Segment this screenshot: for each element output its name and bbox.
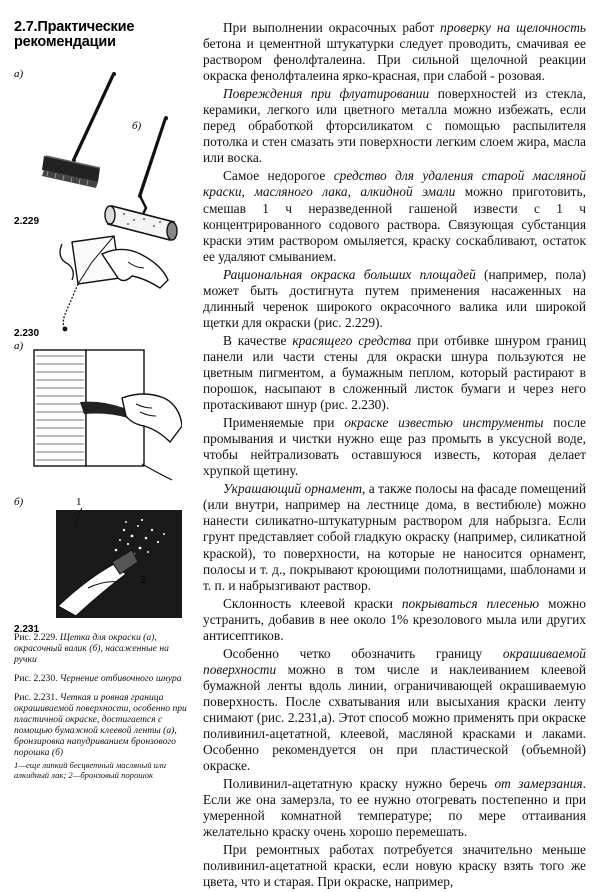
paint-roller-illustration xyxy=(94,116,186,244)
caption-229 xyxy=(14,632,194,665)
fig-229-label-a: а) xyxy=(14,68,24,80)
fig-229-label-b: б) xyxy=(132,120,142,132)
bronze-dusting-illustration xyxy=(28,508,184,620)
p9-emphasis: окрашиваемой поверхности xyxy=(203,645,586,677)
caption-229-number: Рис. 2.229. xyxy=(14,632,58,643)
p9-text: Особенно четко обозначить границу xyxy=(223,645,503,661)
p1-emphasis: проверку на щелочность xyxy=(440,20,586,35)
p11-text: При ремонтных работах потребуется значительно меньше поливинил-ацетатной краски, если новую краску взять того же цвета, что и старая. При окраске, например, xyxy=(203,842,586,890)
paragraph-fluating xyxy=(203,86,586,166)
p3-text: Самое недорогое xyxy=(223,168,334,184)
paragraph-paint-remover xyxy=(203,168,586,264)
caption-230 xyxy=(14,673,194,684)
paragraph-mold xyxy=(203,596,586,644)
fig-231-number: 2.231 xyxy=(14,624,40,635)
p4-text: (например, пола) может быть достигнута путем применения насаженных на длинный черенок широкого окрасочного валика или широкой щетки для окраски (рис. 2.229). xyxy=(203,266,586,330)
paragraph-alkalinity xyxy=(203,20,586,84)
paragraph-chalk-line xyxy=(203,333,586,413)
p1-text: При выполнении окрасочных работ xyxy=(223,20,441,35)
paragraph-lime-tools xyxy=(203,415,586,479)
p7-text: , а также полосы на фасаде помещений (или внутри, например на лестнице дома, в вестибюле) можно нанести силикатно-штукатурным раствором для набрызга. Если грунт представляет собой гладкую окраску (например, силикатной краской), то поверхности, на которые не наносится орнамент, полосы и т. д., покрывают кроющими полотнищами, шаблонами и т. п. и набрызгивают раствор. xyxy=(203,481,586,593)
tape-pulling-illustration xyxy=(32,346,182,486)
fig-231-marker-1: 1 xyxy=(76,496,82,508)
p5-emphasis: красящего средства xyxy=(292,332,412,348)
p6-emphasis: окраске известью инструменты xyxy=(344,415,544,431)
p9-text-end: можно в том числе и наклеиванием клеевой бумажной ленты вдоль линии, ограничивающей окрашиваемую поверхность. После схватывания или высыхания краски ленту снимают (рис. 2.231,а). Этот способ можно применять при окраске поливинил-ацетатной, клеевой, масляной красками и лаками. Особенно рекомендуется он при пластической (объемной) окраске. xyxy=(203,661,586,774)
section-title xyxy=(14,20,194,50)
fig-231-label-b: б) xyxy=(14,496,24,508)
paragraph-repair xyxy=(203,842,586,890)
p2-text: поверхностей из стекла, керамики, легкого или цветного металла можно избежать, если перед обработкой фторсиликатом с помощью распылителя потолка и стен смазать эти поверхности легким слоем жира, масла или воска. xyxy=(203,86,586,166)
p2-emphasis: Повреждения при флуатировании xyxy=(223,86,430,102)
p1-text-end: бетона и цементной штукатурки следует проводить, смачивая ее раствором фенолфталеина. При сильной щелочной реакции окраска фенолфталеина ярко-красная, при слабой - розовая. xyxy=(203,36,586,84)
caption-231-text: Четкая и ровная граница окрашиваемой поверхности, особенно при пластичной окраске, достигается с помощью бумажной клеевой ленты (а), бронзировка напудриванием бронзового порошка (б) xyxy=(14,692,187,758)
p10-text: Поливинил-ацетатную краску нужно беречь xyxy=(223,776,495,792)
paragraph-ornament xyxy=(203,481,586,593)
p5-text-end: при отбивке шнуром границ панели или части стены для окраски шнура пользуются не цветным пигментом, а бумажным пеплом, который растирают в порошок, насыпают в сложенный листок бумаги и через него протаскивают шнур (рис. 2.230). xyxy=(203,332,586,413)
p3-text-end: можно приготовить, смешав 1 ч неразведенной гашеной извести с 1 ч концентрированного содового раствора. Связующая субстанция краски этим раствором омыляется, краску соскабливают, остаток ее удаляют смыванием. xyxy=(203,184,586,264)
p10-emphasis: от замерзания xyxy=(494,776,583,792)
figure-column xyxy=(14,20,194,850)
paragraph-large-areas xyxy=(203,267,586,331)
fig-230-number: 2.230 xyxy=(14,328,40,339)
p7-emphasis: Украшающий орнамент xyxy=(223,481,363,497)
caption-231 xyxy=(14,692,194,758)
p5-text: В качестве xyxy=(223,332,293,348)
fig-231-marker-2: 2 xyxy=(140,574,146,586)
text-column xyxy=(203,20,586,892)
section-title-line2: рекомендации xyxy=(14,34,116,50)
figure-captions xyxy=(14,632,194,780)
caption-230-number: Рис. 2.230. xyxy=(14,673,58,684)
p6-text: Применяемые при xyxy=(223,415,345,431)
paper-powder-illustration xyxy=(32,232,172,332)
caption-231-number: Рис. 2.231. xyxy=(14,692,58,703)
p3-emphasis: средство для удаления старой масляной краски, масляного лака, алкидной эмали xyxy=(203,168,586,200)
fig-229-number: 2.229 xyxy=(14,216,40,227)
p6-text-end: после промывания и чистки нужно еще раз промыть в уксусной воде, чтобы нейтрализовать оставшуюся известь, которая делает хрупкой щетину. xyxy=(203,415,586,479)
p8-text: Склонность клеевой краски xyxy=(223,595,402,611)
caption-231-legend: 1—еще липкий бесцветный масляный или алкидный лак; 2—бронзовый порошок xyxy=(14,760,167,780)
section-number: 2.7. xyxy=(14,19,38,35)
p8-emphasis: покрываться плесенью xyxy=(401,595,540,611)
p10-text-end: . Если же она замерзла, то ее нужно отогревать постепенно и при умеренной комнатной температуре; по мере оттаивания желательно краску очень хорошо перемешать. xyxy=(203,776,586,840)
caption-230-text: Чернение отбивочного шнура xyxy=(59,673,182,684)
p4-emphasis: Рациональная окраска больших площадей xyxy=(223,266,476,282)
section-title-line1: Практические xyxy=(37,19,135,35)
paragraph-tape-border xyxy=(203,646,586,774)
paragraph-freezing xyxy=(203,776,586,840)
fig-231-label-a: а) xyxy=(14,340,24,352)
caption-229-text: Щетка для окраски (а), окрасочный валик (б), насаженные на ручки xyxy=(14,632,169,665)
p8-text-end: можно устранить, добавив в нее около 1% крезолового мыла или других антисептиков. xyxy=(203,595,587,643)
